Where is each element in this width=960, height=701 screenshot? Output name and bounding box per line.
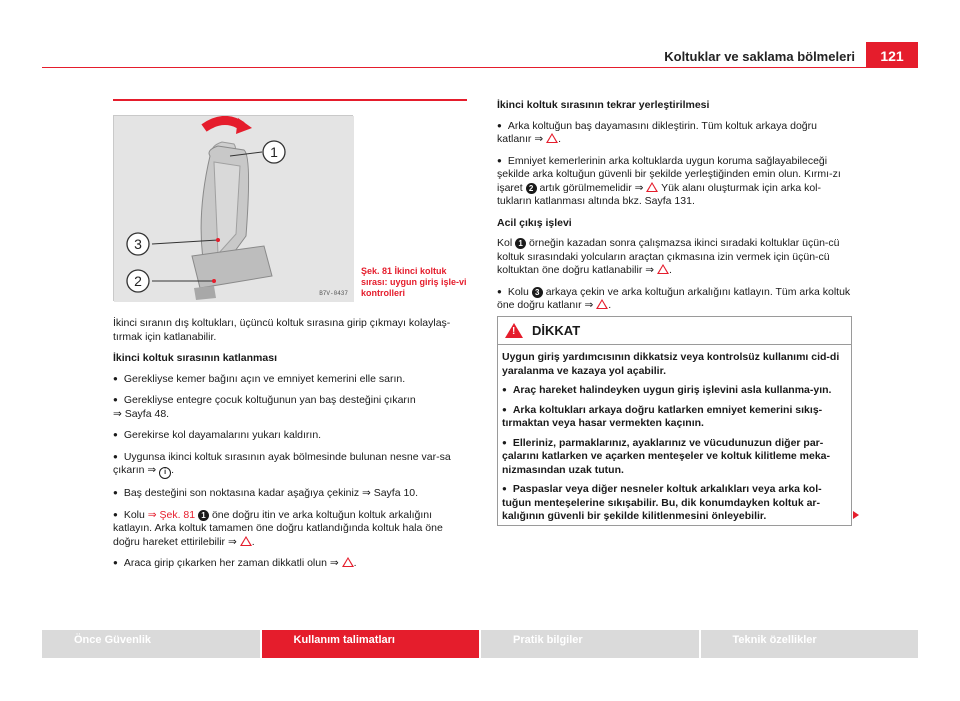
figure-link[interactable]: ⇒ Şek. 81 xyxy=(147,508,196,521)
warning-icon[interactable] xyxy=(342,557,354,567)
figure-code: B7V-0437 xyxy=(319,290,348,297)
list-item-text: Uygunsa ikinci koltuk sırasının ayak bölmesinde bulunan nesne var-sa çıkarın ⇒ xyxy=(113,450,451,476)
warning-body xyxy=(498,345,851,524)
warning-icon[interactable] xyxy=(657,264,669,274)
list-item-text: Kolu xyxy=(507,285,529,298)
number-badge: 1 xyxy=(198,510,209,521)
list-item-text: öne doğru itin ve arka koltuğun koltuk arkalığını katlayın. Arka koltuk tamamen öne doğru katlandığında koltuk hala öne doğru hareket ettirilebilir ⇒ xyxy=(113,508,443,548)
number-badge: 3 xyxy=(532,287,543,298)
warning-item xyxy=(502,404,847,431)
list-item: ● Kolu ⇒ Şek. 81 1 öne doğru itin ve arka koltuğun koltuk arkalığını katlayın. Arka koltuk tamamen öne doğru katlandığında koltuk hala öne doğru hareket ettirilebilir ⇒ . xyxy=(113,509,468,550)
footer-nav xyxy=(42,630,918,658)
column-rule xyxy=(113,99,467,101)
warning-icon[interactable] xyxy=(546,133,558,143)
paragraph-text: örneğin kazadan sonra çalışmazsa ikinci sıradaki koltuklar üçün-cü koltuk sırasındaki yolcuların araçtan çıkmasına izin vermek için üçün-cü koltuktan öne doğru katlanabilir ⇒ xyxy=(497,237,840,276)
warning-box-header xyxy=(498,317,851,345)
list-item xyxy=(113,429,468,443)
list-item-text: Gerekliyse kemer bağını açın ve emniyet kemerini elle sarın. xyxy=(123,372,406,385)
seat-figure xyxy=(113,115,353,301)
list-item-text: Emniyet kemerlerinin arka koltuklarda uygun koruma sağlayabileceği şekilde arka koltuğun güvenli bir şekilde yerleştiğinden emin olun. Kırmı-zı işaret xyxy=(497,154,841,194)
warning-item xyxy=(502,483,847,524)
warning-intro: Uygun giriş yardımcısının dikkatsiz veya kontrolsüz kullanımı cid-di yaralanma ve kazaya yol açabilir. xyxy=(502,351,840,377)
intro-text: İkinci sıranın dış koltukları, üçüncü koltuk sırasına girip çıkmayı kolaylaş-tırmak için katlanabilir. xyxy=(113,317,451,343)
list-item-text: Kolu xyxy=(123,508,145,521)
list-item-text: arkaya çekin ve arka koltuğun arkalığını katlayın. Tüm arka koltuk öne doğru katlanır ⇒ xyxy=(497,285,851,311)
info-icon[interactable]: i xyxy=(159,467,171,479)
reposition-heading: İkinci koltuk sırasının tekrar yerleştirilmesi xyxy=(497,99,710,111)
warning-item-text: Araç hareket halindeyken uygun giriş işlevini asla kullanma-yın. xyxy=(512,384,832,396)
callout-3-label: 3 xyxy=(134,236,142,252)
tab-technical[interactable]: Teknik özellikler xyxy=(701,630,919,658)
list-item-text: Arka koltuğun baş dayamasını dikleştirin. Tüm koltuk arkaya doğru katlanır ⇒ xyxy=(497,119,817,145)
warning-item-text: Paspaslar veya diğer nesneler koltuk arkalıkları veya arka kol-tuğun menteşelerine sıkışabilir. Bu, dik konumdayken koltuk ar-kalığının güvenli bir şekilde kilitlenmesini önleyebilir. xyxy=(502,483,822,522)
warning-item xyxy=(502,384,847,398)
tab-safety[interactable]: Önce Güvenlik xyxy=(42,630,260,658)
warning-title: DİKKAT xyxy=(532,323,581,338)
list-item: ● Arka koltuğun baş dayamasını dikleştirin. Tüm koltuk arkaya doğru katlanır ⇒ . xyxy=(497,120,852,147)
tab-operation[interactable]: Kullanım talimatları xyxy=(262,630,480,658)
seat-illustration xyxy=(114,116,354,302)
list-item xyxy=(113,394,468,421)
warning-icon[interactable] xyxy=(596,299,608,309)
list-item xyxy=(497,155,852,209)
warning-item xyxy=(502,437,847,478)
warning-item-text: Arka koltukları arkaya doğru katlarken emniyet kemerini sıkış-tırmaktan veya hasar vermekten kaçının. xyxy=(502,403,823,429)
warning-icon[interactable] xyxy=(240,536,252,546)
callout-1-label: 1 xyxy=(270,144,278,160)
list-item-text: Yük alanı oluşturmak için arka kol-tukların katlanması altında bkz. Sayfa 131. xyxy=(497,181,822,207)
emergency-text: Kol 1 örneğin kazadan sonra çalışmazsa ikinci sıradaki koltuklar üçün-cü koltuk sırasındaki yolcuların araçtan çıkmasına izin vermek için üçün-cü koltuktan öne doğru katlanabilir ⇒ . xyxy=(497,237,840,276)
number-badge: 2 xyxy=(526,183,537,194)
right-column xyxy=(497,99,852,321)
tab-practical[interactable]: Pratik bilgiler xyxy=(481,630,699,658)
paragraph-text: Kol xyxy=(497,237,513,249)
left-column xyxy=(113,317,468,579)
list-item-text: Baş desteğini son noktasına kadar aşağıya çekiniz ⇒ Sayfa 10. xyxy=(123,487,419,499)
section-title: Koltuklar ve saklama bölmeleri xyxy=(664,49,855,64)
callout-2-label: 2 xyxy=(134,273,142,289)
list-item xyxy=(113,487,468,501)
list-item-text: Araca girip çıkarken her zaman dikkatli olun ⇒ xyxy=(123,557,339,569)
page-ref-link[interactable]: ⇒ Sayfa 48. xyxy=(113,407,170,420)
list-item: ● Uygunsa ikinci koltuk sırasının ayak bölmesinde bulunan nesne var-sa çıkarın ⇒ i . xyxy=(113,451,468,480)
list-item-text: Gerekliyse entegre çocuk koltuğunun yan baş desteğini çıkarın xyxy=(123,394,416,406)
list-item xyxy=(113,373,468,387)
header-rule xyxy=(42,67,918,68)
emergency-heading: Acil çıkış işlevi xyxy=(497,216,572,229)
list-item-text: Gerekirse kol dayamalarını yukarı kaldırın. xyxy=(123,429,322,441)
continue-arrow-icon xyxy=(853,511,859,519)
warning-icon[interactable] xyxy=(646,182,658,192)
fold-heading: İkinci koltuk sırasının katlanması xyxy=(113,352,277,364)
figure-caption: Şek. 81 İkinci koltuk sırası: uygun giriş işle-vi kontrolleri xyxy=(361,266,467,298)
page-number: 121 xyxy=(866,42,918,68)
list-item: ● Araca girip çıkarken her zaman dikkatli olun ⇒ . xyxy=(113,557,468,571)
warning-icon xyxy=(505,323,523,338)
warning-item-text: Elleriniz, parmaklarınız, ayaklarınız ve vücudunuzun diğer par-çalarını katlarken ve açarken menteşeler ve koltuk kilitleme meka-nizmasından uzak tutun. xyxy=(502,436,831,476)
list-item-text: artık görülmemelidir ⇒ xyxy=(539,181,644,194)
list-item: ● Kolu 3 arkaya çekin ve arka koltuğun arkalığını katlayın. Tüm arka koltuk öne doğru katlanır ⇒ . xyxy=(497,286,852,313)
number-badge: 1 xyxy=(515,238,526,249)
warning-box xyxy=(497,316,852,526)
